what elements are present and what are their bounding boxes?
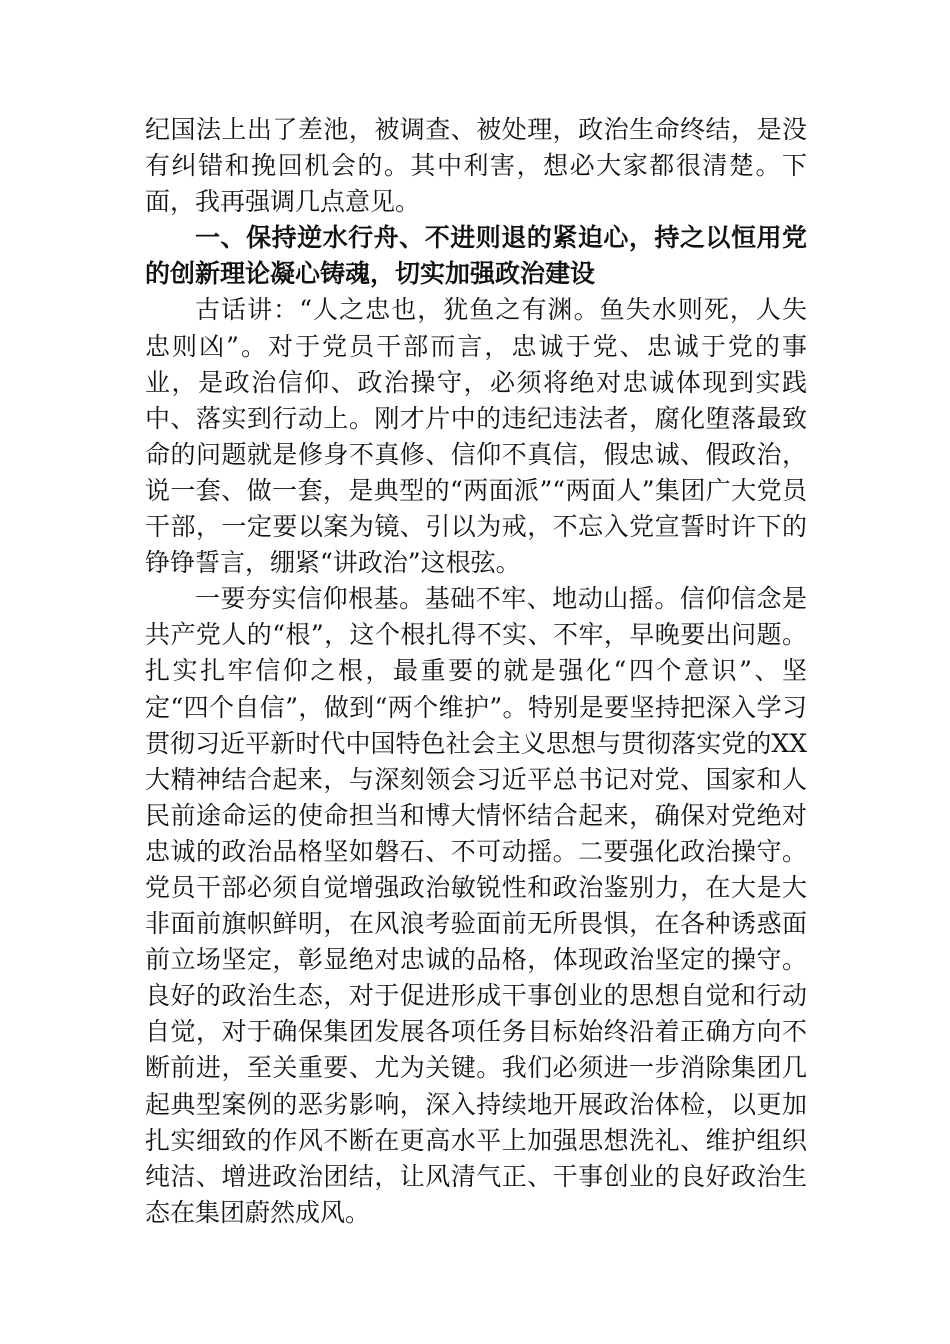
- paragraph-belief-foundation: 一要夯实信仰根基。基础不牢、地动山摇。信仰信念是共产党人的“根”，这个根扎得不实、不牢，早晚要出问题。扎实扎牢信仰之根，最重要的就是强化“四个意识”、坚定“四个自信”，做到“两个维护”。特别是要坚持把深入学习贯彻习近平新时代中国特色社会主义思想与贯彻落实党的XX大精神结合起来，与深刻领会习近平总书记对党、国家和人民前途命运的使命担当和博大情怀结合起来，确保对党绝对忠诚的政治品格坚如磐石、不可动摇。二要强化政治操守。党员干部必须自觉增强政治敏锐性和政治鉴别力，在大是大非面前旗帜鲜明，在风浪考验面前无所畏惧，在各种诱惑面前立场坚定，彰显绝对忠诚的品格，体现政治坚定的操守。良好的政治生态，对于促进形成干事创业的思想自觉和行动自觉，对于确保集团发展各项任务目标始终沿着正确方向不断前进，至关重要、尤为关键。我们必须进一步消除集团几起典型案例的恶劣影响，深入持续地开展政治体检，以更加扎实细致的作风不断在更高水平上加强思想洗礼、维护组织纯洁、增进政治团结，让风清气正、干事创业的良好政治生态在集团蔚然成风。: [145, 584, 807, 1227]
- section-heading: 一、保持逆水行舟、不进则退的紧迫心，持之以恒用党的创新理论凝心铸魂，切实加强政治建设: [145, 223, 807, 289]
- paragraph-loyalty: 古话讲：“人之忠也，犹鱼之有渊。鱼失水则死，人失忠则凶”。对于党员干部而言，忠诚于党、忠诚于党的事业，是政治信仰、政治操守，必须将绝对忠诚体现到实践中、落实到行动上。刚才片中的违纪违法者，腐化堕落最致命的问题就是修身不真修、信仰不真信，假忠诚、假政治，说一套、做一套，是典型的“两面派”“两面人”集团广大党员干部，一定要以案为镜、引以为戒，不忘入党宣誓时许下的铮铮誓言，绷紧“讲政治”这根弦。: [145, 295, 807, 578]
- document-page: [145, 112, 807, 1231]
- paragraph-continuation: 纪国法上出了差池，被调查、被处理，政治生命终结，是没有纠错和挽回机会的。其中利害，想必大家都很清楚。下面，我再强调几点意见。: [145, 115, 807, 217]
